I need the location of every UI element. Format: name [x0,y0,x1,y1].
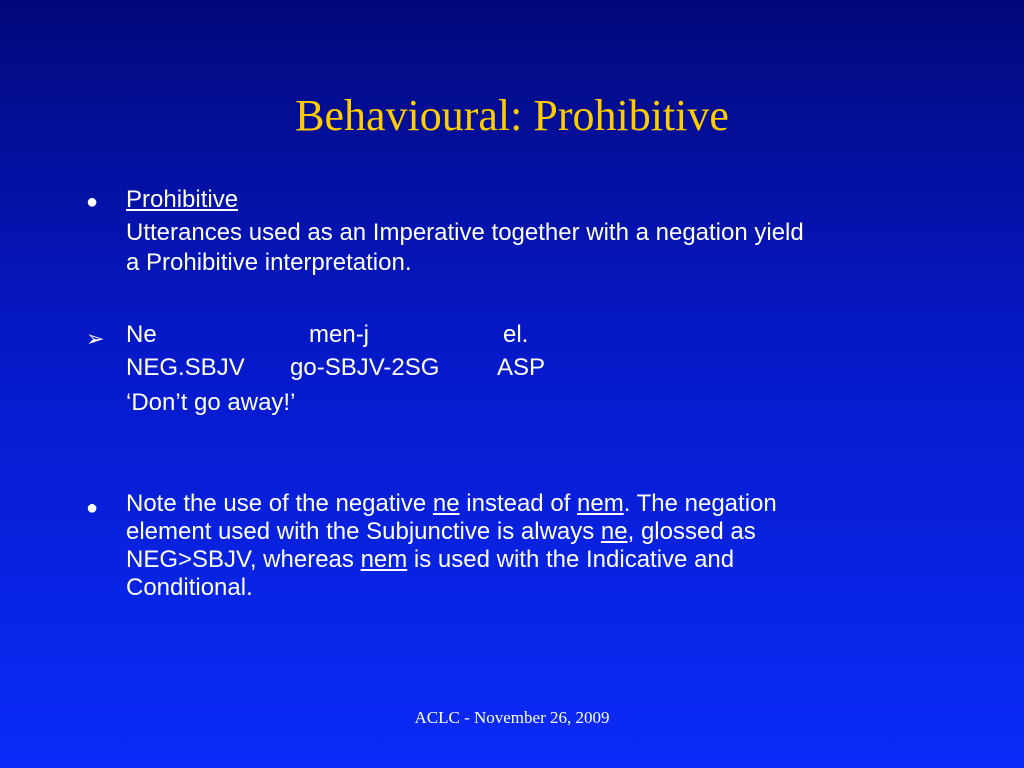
term-nem: nem [360,546,408,573]
note-text: NEG>SBJV, whereas [126,546,361,573]
bullet-heading: Prohibitive [126,186,239,213]
note-text: . The negation [623,490,777,517]
bullet-dot-icon: ● [86,497,99,519]
bullet-prohibitive [126,185,804,278]
term-ne: ne [600,518,628,545]
note-line [126,490,946,518]
example-gloss: go-SBJV-2SG [290,354,440,381]
note-text: Conditional. [126,574,253,601]
note-text: , glossed as [627,518,756,545]
bullet-line: Utterances used as an Imperative together with a negation yield [126,219,804,246]
example-gloss: ASP [497,354,546,381]
translation-text: ‘Don’t go away!’ [126,389,296,416]
note-text: is used with the Indicative and [407,546,735,573]
term-ne: ne [432,490,460,517]
note-text: element used with the Subjunctive is always [126,518,601,545]
footer: ACLC - November 26, 2009 [414,708,610,727]
example-word: el. [503,321,529,348]
note-line [126,518,946,546]
note-text: Note the use of the negative [126,490,433,517]
bullet-dot-icon: ● [86,191,99,213]
term-nem: nem [577,490,624,517]
bullet-note [126,490,946,602]
example-gloss: NEG.SBJV [126,354,245,381]
bullet-line: a Prohibitive interpretation. [126,249,412,276]
slide-title: Behavioural: Prohibitive [295,91,729,140]
note-text: instead of [459,490,578,517]
note-line [126,574,946,602]
arrow-bullet-icon: ➢ [86,326,105,351]
note-line [126,546,946,574]
example-word: men-j [309,321,370,348]
example-word: Ne [126,321,157,348]
